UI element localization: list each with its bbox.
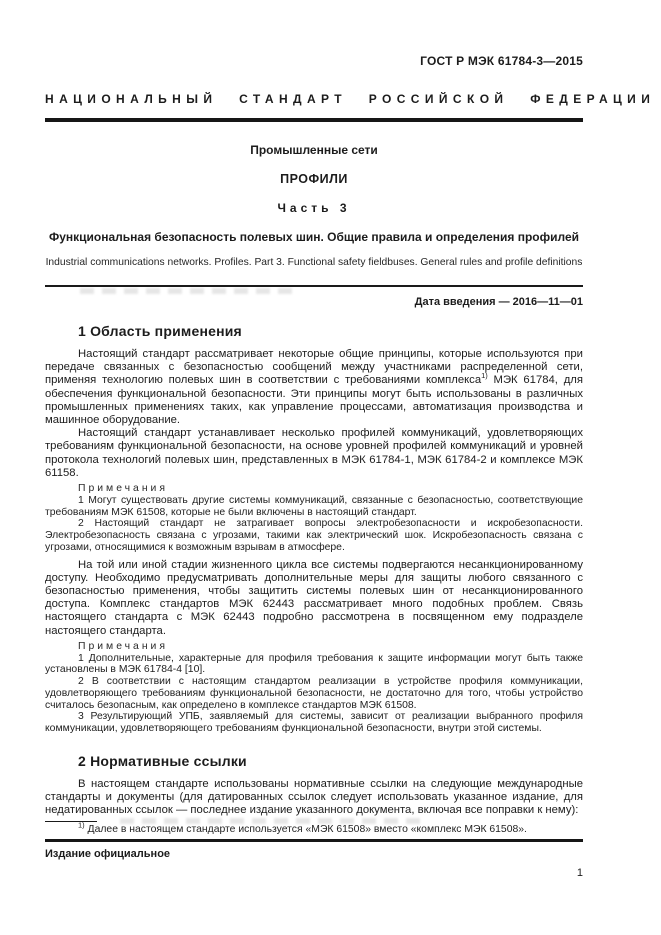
title-subtitle-en: Industrial communications networks. Profiles. Part 3. Functional safety fieldbuses. General rules and profile definitions xyxy=(45,257,583,268)
title-main: ПРОФИЛИ xyxy=(280,172,348,186)
scan-artifact-top xyxy=(80,288,300,294)
section-1-heading: 1 Область применения xyxy=(78,323,242,339)
section-2-heading: 2 Нормативные ссылки xyxy=(78,752,247,769)
footnote-marker: 1) xyxy=(78,820,85,830)
note-item: 1 Дополнительные, характерные для профиля требования к защите информации могут быть также установлены в МЭК 61784-4 [10]. xyxy=(45,652,583,676)
footnote-body: Далее в настоящем стандарте используется «МЭК 61508» вместо «комплекс МЭК 61508». xyxy=(84,824,527,836)
federation-header: НАЦИОНАЛЬНЫЙ СТАНДАРТ РОССИЙСКОЙ ФЕДЕРАЦИИ xyxy=(45,92,656,106)
notes-block-2 xyxy=(45,641,583,735)
notes-block-1 xyxy=(45,483,583,554)
bottom-rule xyxy=(45,839,583,842)
effective-date: Дата введения — 2016—11—01 xyxy=(414,296,583,308)
notes-2-title: Примечания xyxy=(78,640,168,652)
note-item: 2 Настоящий стандарт не затрагивает вопросы электробезопасности и искробезопасности. Электробезопасность связана с угрозами, такими как электрический шок. Искробезопасность связана с угрозами, относящимися к возможным взрывам в атмосфере. xyxy=(45,518,583,553)
edition-note: Издание официальное xyxy=(45,848,171,861)
title-separator-rule xyxy=(45,285,583,287)
scope-paragraph-1 xyxy=(45,348,583,427)
scope-paragraph-3: На той или иной стадии жизненного цикла все системы подвергаются несанкционированному доступу. Необходимо предусматривать дополнительные меры для защиты любого связанного с безопасностью применения, чтобы защитить системы полевых шин от несанкционированного доступа. Комплекс стандартов МЭК 62443 рассматривает много подобных проблем. Связь настоящего стандарта с МЭК 62443 подробно рассмотрена в посвященном ему подразделе настоящего стандарта. xyxy=(45,558,583,637)
title-subtitle-ru: Функциональная безопасность полевых шин. Общие правила и определения профилей xyxy=(48,230,579,244)
footnote-text xyxy=(45,820,583,836)
notes-1-title: Примечания xyxy=(78,483,168,495)
footnote-separator xyxy=(45,821,97,822)
scope-paragraph-1-post: МЭК 61784, для обеспечения функциональной безопасности. Эти принципы могут быть использованы в различных промышленных применениях таких, как управление процессами, автоматизация производства и машинное оборудование. xyxy=(45,374,583,427)
footnote-reference-mark: 1) xyxy=(481,371,488,381)
page-number: 1 xyxy=(576,867,583,880)
title-part: Часть 3 xyxy=(277,201,351,215)
footnote-block xyxy=(45,821,583,836)
title-group: Промышленные сети xyxy=(250,143,378,157)
note-item: 3 Результирующий УПБ, заявляемый для системы, зависит от реализации выбранного профиля коммуникации, удовлетворяющего требованиям функциональной безопасности, внутри этой системы. xyxy=(45,711,583,734)
references-paragraph-1: В настоящем стандарте использованы нормативные ссылки на следующие международные стандарты и документы (для датированных ссылок следует использовать указанное издание, для недатированных ссылок — последнее издание указанного документа, включая все поправки к нему): xyxy=(45,777,583,817)
doc-number: ГОСТ Р МЭК 61784-3—2015 xyxy=(420,54,583,68)
top-rule xyxy=(45,118,583,122)
note-item: 1 Могут существовать другие системы коммуникаций, связанные с безопасностью, соответствующие требованиям МЭК 61508, которые не были включены в настоящий стандарт. xyxy=(45,495,583,518)
scope-paragraph-2: Настоящий стандарт устанавливает несколько профилей коммуникаций, удовлетворяющих требованиям функциональной безопасности, на основе уровней профилей коммуникаций и уровней протокола технологий полевых шин, представленных в МЭК 61784-1, МЭК 61784-2 и комплексе МЭК 61158. xyxy=(45,427,583,479)
note-item: 2 В соответствии с настоящим стандартом реализации в устройстве профиля коммуникации, удовлетворяющего требованиям функциональной безопасности, не достаточно для того, чтобы устройство считалось безопасным, как определено в комплексе стандартов МЭК 61508. xyxy=(45,676,583,711)
scope-paragraph-1-pre: Настоящий стандарт рассматривает некоторые общие принципы, которые используются при передаче связанных с безопасностью сообщений между участниками распределенной сети, применяя технологию полевых шин в соответствии с требованиями комплекса xyxy=(45,348,583,387)
